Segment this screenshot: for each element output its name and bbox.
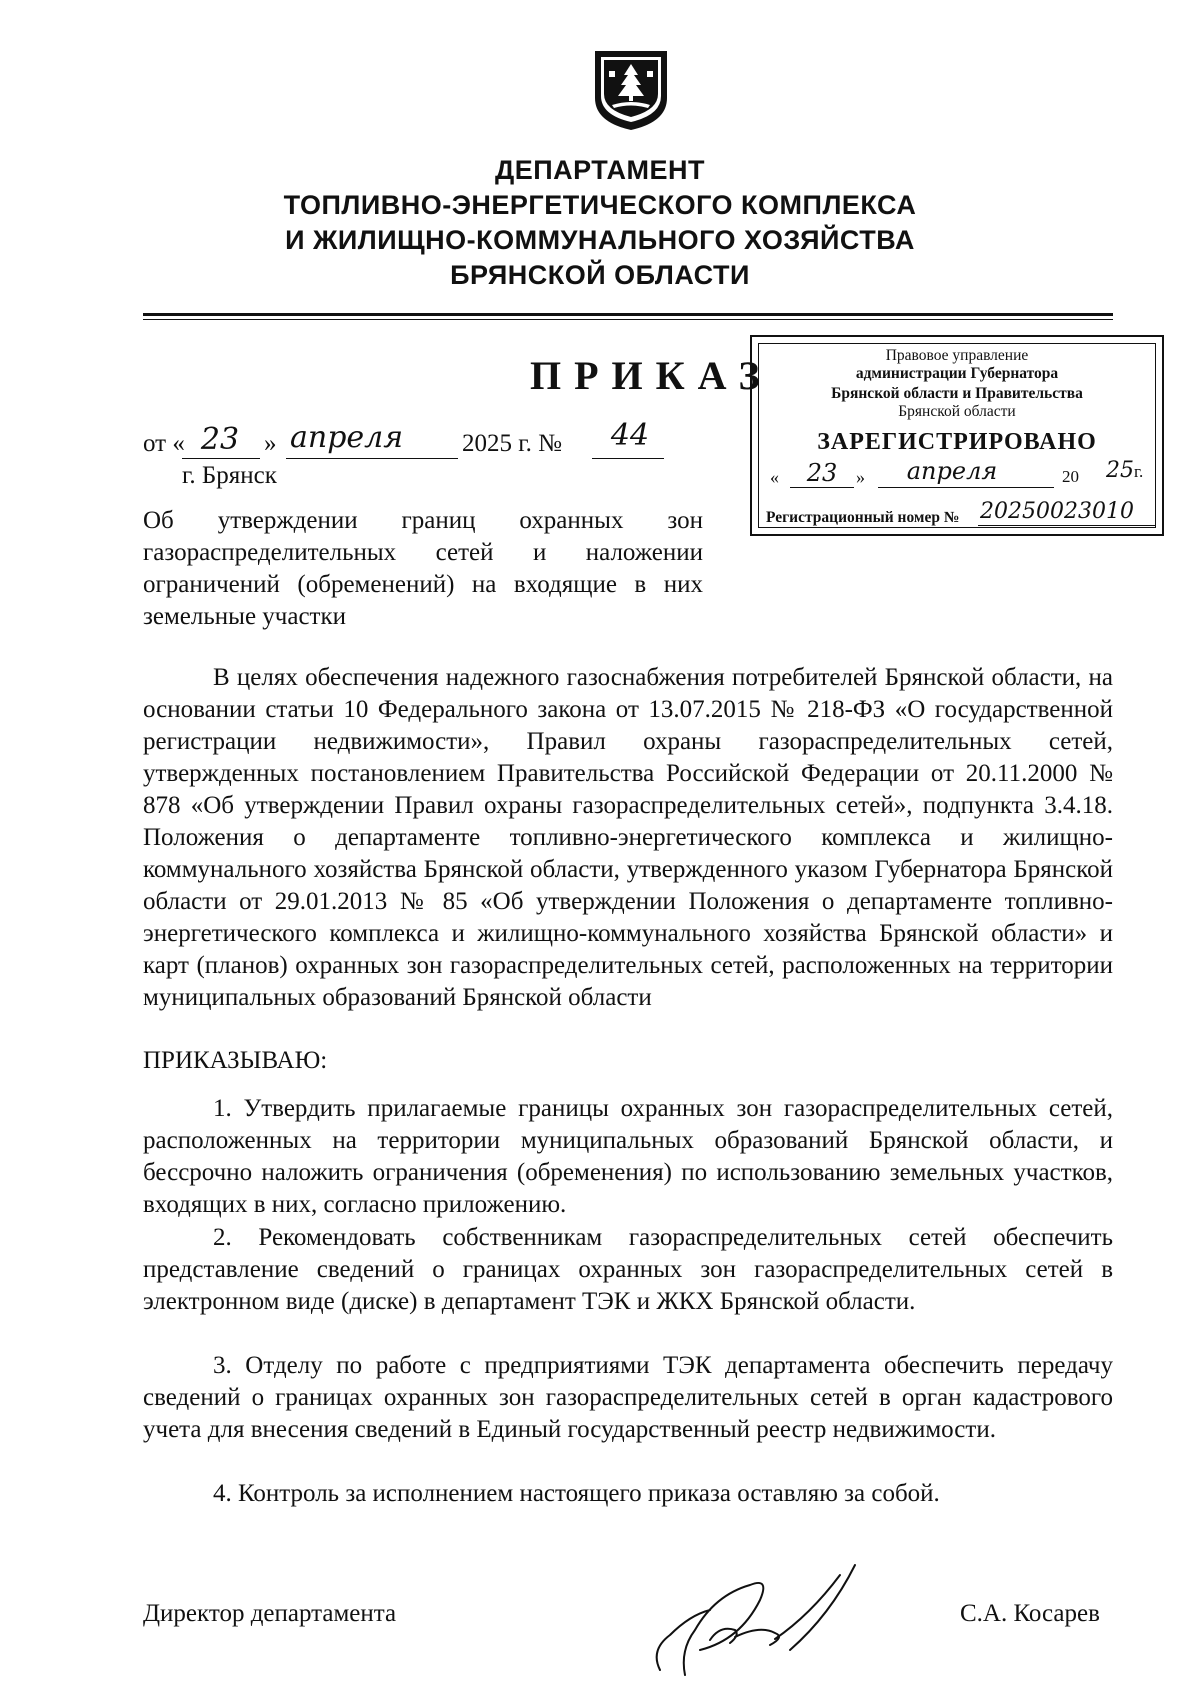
coat-of-arms-icon: [592, 48, 670, 132]
order-city: г. Брянск: [182, 462, 277, 489]
stamp-reg-number-label: Регистрационный номер №: [766, 509, 960, 526]
document-type-title: ПРИКАЗ: [530, 353, 773, 398]
header-divider-thick: [143, 313, 1113, 316]
stamp-quote-open: «: [770, 467, 779, 487]
order-item-4: 4. Контроль за исполнением настоящего приказа оставляю за собой.: [213, 1480, 940, 1507]
registration-stamp: [750, 335, 1164, 536]
order-subject: Об утверждении границ охранных зон газораспределительных сетей и наложении ограничений (обременений) на входящие в них земельные участки: [143, 507, 703, 630]
stamp-reg-number-handwritten: 20250023010: [980, 499, 1134, 524]
order-number-handwritten: 44: [610, 418, 650, 453]
signatory-title: Директор департамента: [143, 1600, 397, 1627]
stamp-day-handwritten: 23: [806, 459, 838, 487]
stamp-registered-label: ЗАРЕГИСТРИРОВАНО: [817, 429, 1097, 455]
order-item-1: 1. Утвердить прилагаемые границы охранных зон газораспределительных сетей, расположенных на территории муниципальных образований Брянской области, и бессрочно наложить ограничения (обременения) по использованию земельных участков, входящих в них, согласно приложению.: [143, 1095, 1113, 1218]
preamble-paragraph: В целях обеспечения надежного газоснабжения потребителей Брянской области, на основании статьи 10 Федерального закона от 13.07.2015 № 218-ФЗ «О государственной регистрации недвижимости», Правил охраны газораспределительных сетей, утвержденных постановлением Правительства Российской Федерации от 20.11.2000 № 878 «Об утверждении Правил охраны газораспределительных сетей», подпункта 3.4.18. Положения о департаменте топливно-энергетического комплекса и жилищно-коммунального хозяйства Брянской области, утвержденного указом Губернатора Брянской области от 29.01.2013 № 85 «Об утверждении Положения о департаменте топливно-энергетического комплекса и жилищно-коммунального хозяйства Брянской области» и карт (планов) охранных зон газораспределительных сетей, расположенных на территории муниципальных образований Брянской области: [143, 664, 1113, 1011]
stamp-year-digits: 25: [1106, 458, 1134, 483]
stamp-line-2: администрации Губернатора: [855, 365, 1059, 382]
handwritten-signature: [640, 1555, 870, 1685]
stamp-month-underline: [878, 487, 1054, 488]
header-divider-thin: [143, 319, 1113, 320]
order-item-3: 3. Отделу по работе с предприятиями ТЭК департамента обеспечить передачу сведений о границах охранных зон газораспределительных сетей в орган кадастрового учета для внесения сведений в Единый государственный реестр недвижимости.: [143, 1352, 1113, 1443]
stamp-quote-close: »: [856, 467, 865, 487]
order-month-handwritten: апреля: [290, 420, 404, 455]
date-prefix: от «: [143, 430, 185, 457]
stamp-year-prefix: 20: [1062, 467, 1079, 486]
stamp-year-suffix: г.: [1134, 462, 1144, 481]
stamp-line-1: Правовое управление: [885, 347, 1029, 364]
stamp-day-underline: [790, 487, 854, 488]
department-title-line-3: И ЖИЛИЩНО-КОММУНАЛЬНОГО ХОЗЯЙСТВА: [285, 225, 915, 255]
day-underline: [182, 458, 260, 459]
order-directive-word: ПРИКАЗЫВАЮ:: [143, 1047, 328, 1074]
stamp-year-handwritten: [1106, 458, 1143, 483]
signatory-name: С.А. Косарев: [960, 1600, 1100, 1627]
stamp-month-handwritten: апреля: [906, 457, 998, 485]
order-year-and-number-label: 2025 г. №: [462, 430, 563, 457]
stamp-line-3: Брянской области и Правительства: [831, 385, 1083, 402]
department-title-line-2: ТОПЛИВНО-ЭНЕРГЕТИЧЕСКОГО КОМПЛЕКСА: [283, 190, 917, 220]
stamp-reg-number-underline: [978, 525, 1156, 526]
number-underline: [592, 458, 664, 459]
department-title-line-4: БРЯНСКОЙ ОБЛАСТИ: [450, 260, 750, 290]
order-day-handwritten: 23: [200, 422, 240, 457]
date-quote-close: »: [264, 430, 277, 457]
month-underline: [286, 458, 458, 459]
order-item-2: 2. Рекомендовать собственникам газораспределительных сетей обеспечить представление сведений о границах охранных зон газораспределительных сетей в электронном виде (диске) в департамент ТЭК и ЖКХ Брянской области.: [143, 1224, 1113, 1315]
department-title-line-1: ДЕПАРТАМЕНТ: [494, 155, 706, 185]
stamp-line-4: Брянской области: [898, 403, 1016, 420]
